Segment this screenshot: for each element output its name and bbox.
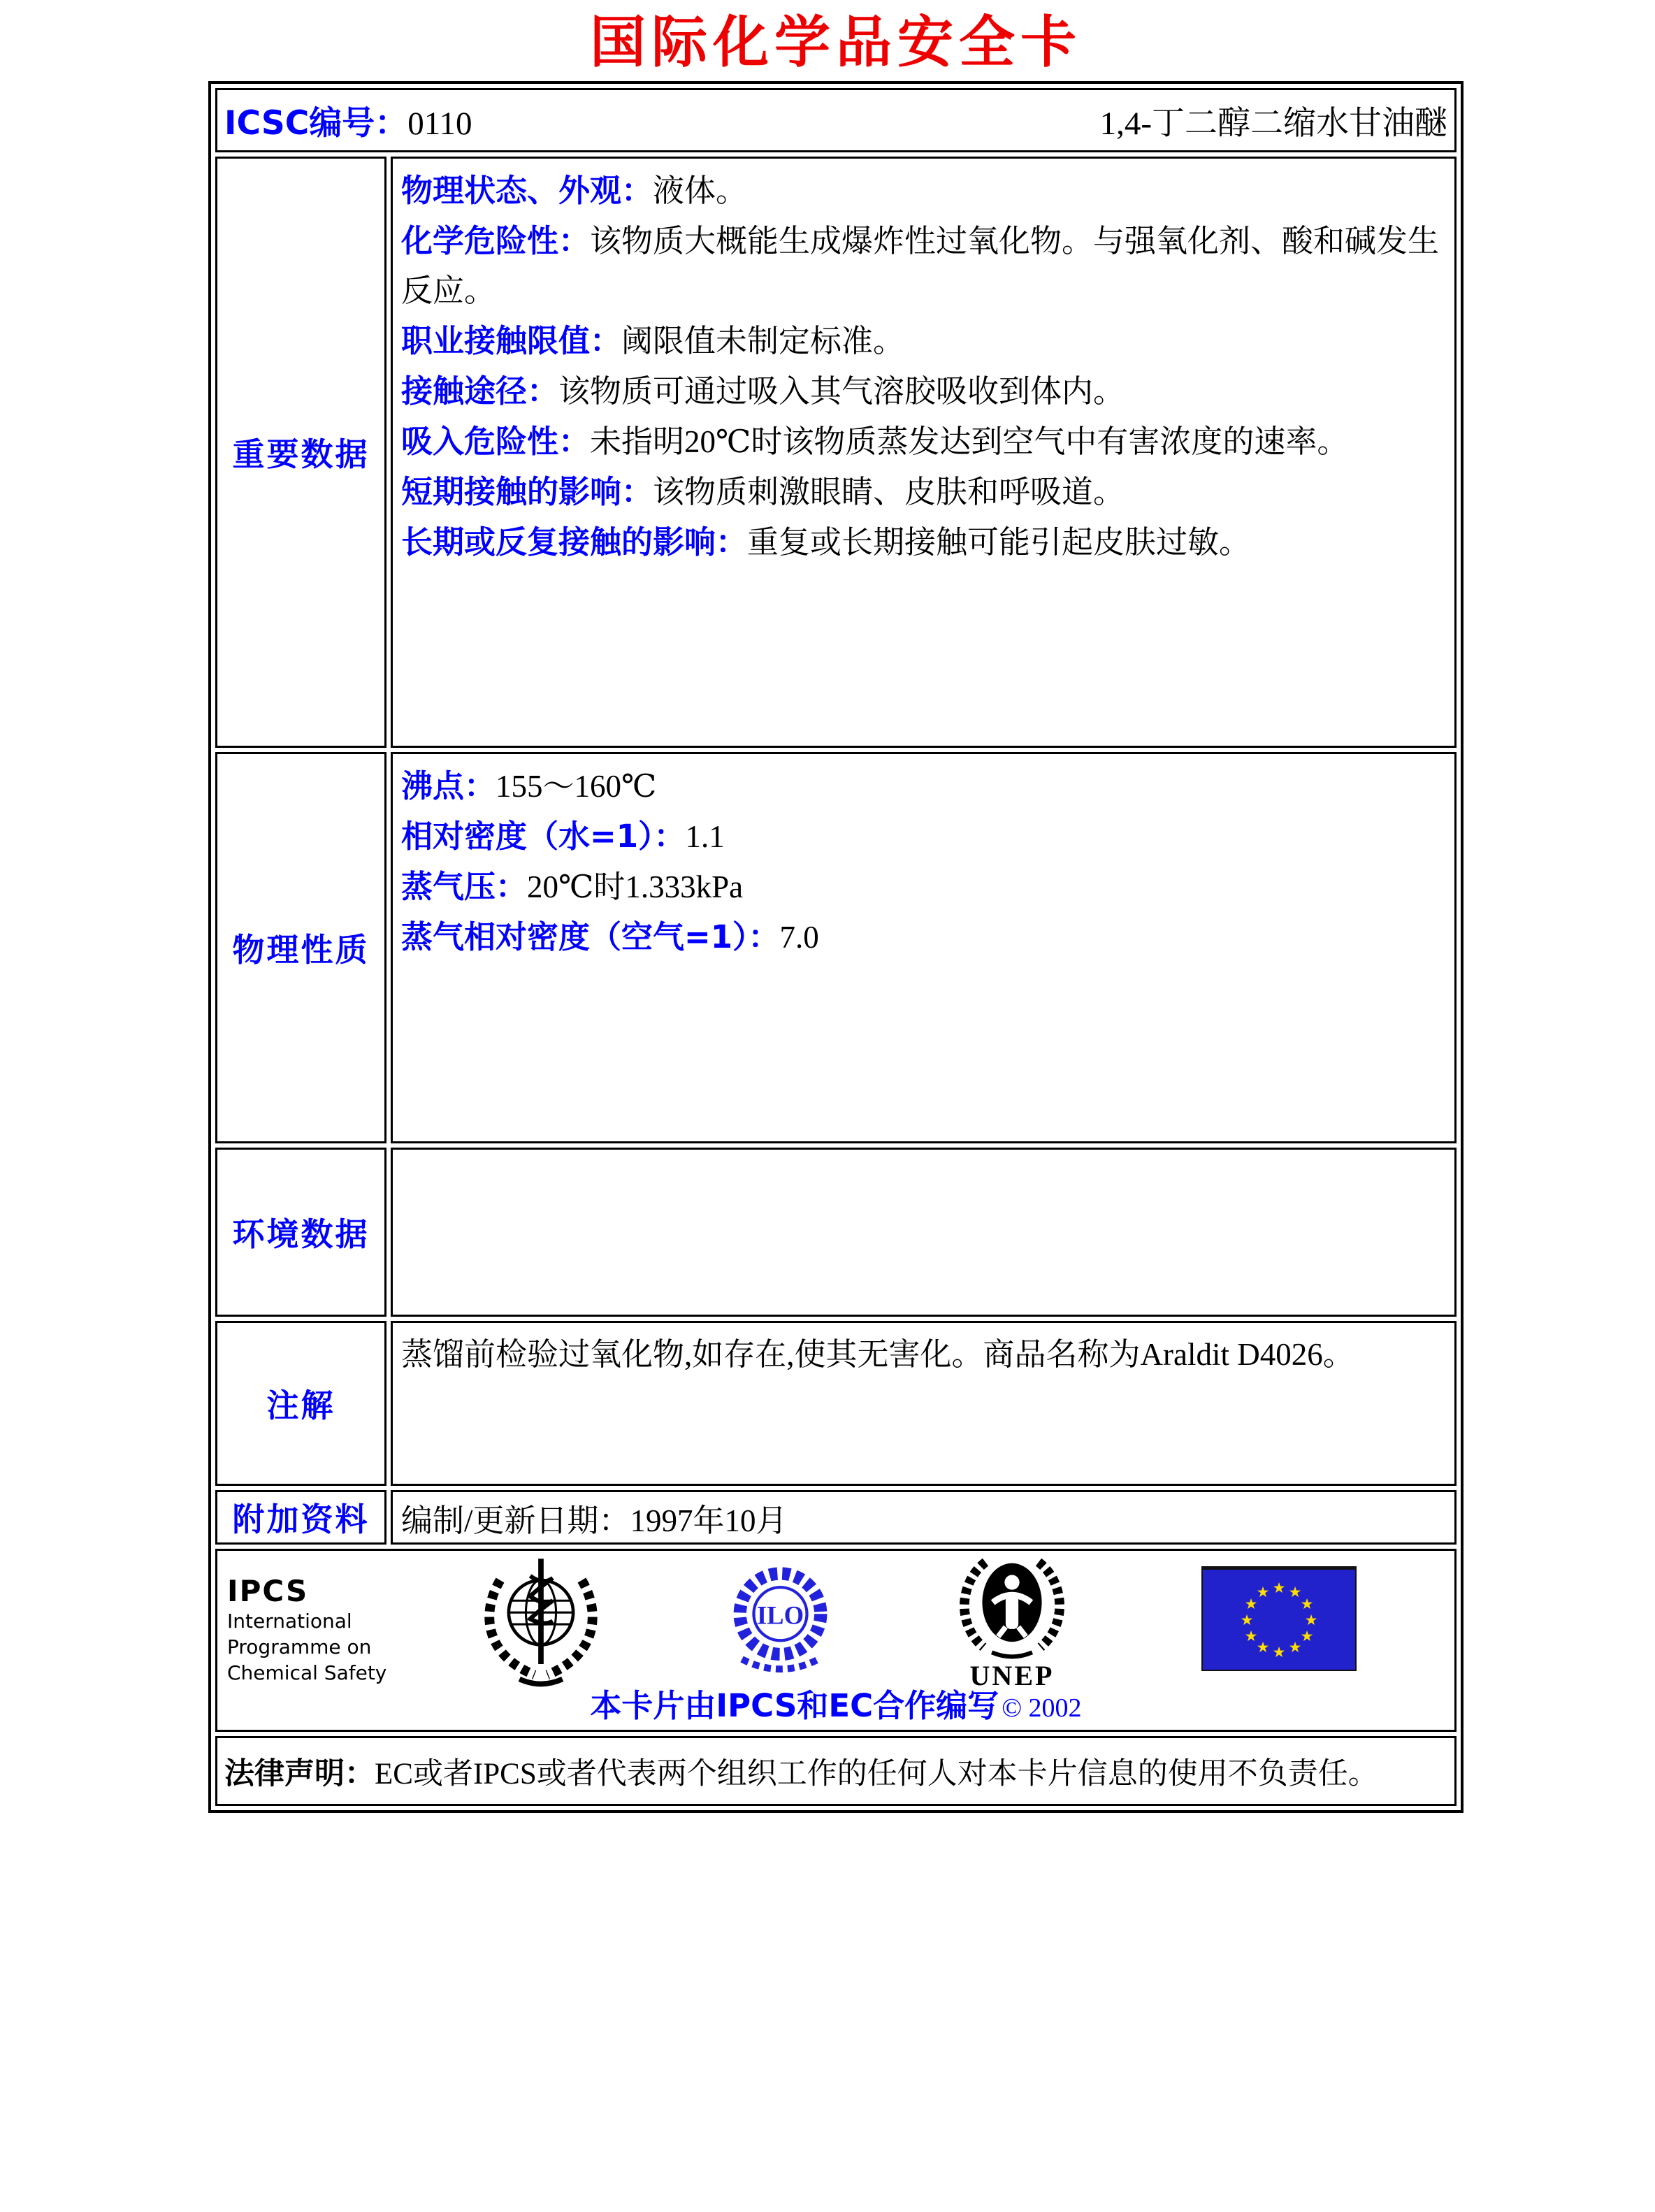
section-environmental-data <box>215 1148 1457 1317</box>
item-text: 阈限值未制定标准。 <box>621 324 905 359</box>
svg-text:★: ★ <box>1288 1639 1302 1656</box>
data-item <box>401 417 1446 467</box>
ipcs-subtitle-line: International <box>227 1610 352 1633</box>
ilo-logo-icon <box>726 1561 834 1686</box>
svg-text:★: ★ <box>1300 1596 1314 1612</box>
item-text: 液体。 <box>653 173 748 208</box>
svg-text:★: ★ <box>1304 1612 1318 1628</box>
item-label: 短期接触的影响： <box>401 473 653 510</box>
unep-word: UNEP <box>969 1660 1055 1691</box>
item-label: 相对密度（水=1）： <box>401 818 686 855</box>
section-notes <box>215 1321 1457 1486</box>
unep-logo-icon <box>953 1554 1071 1692</box>
data-item <box>401 166 1446 216</box>
data-item <box>401 316 1446 366</box>
icsc-number-label: ICSC编号： <box>224 103 408 143</box>
chemical-name: 1,4-丁二醇二缩水甘油醚 <box>1099 105 1447 142</box>
header-row <box>215 88 1457 152</box>
ipcs-subtitle-line: Chemical Safety <box>227 1661 387 1684</box>
legal-row <box>215 1736 1457 1806</box>
who-logo-icon <box>475 1552 607 1696</box>
section-label-physical-properties: 物理性质 <box>215 752 386 1143</box>
svg-text:★: ★ <box>1300 1628 1314 1644</box>
cooperation-caption-text: 本卡片由IPCS和EC合作编写 <box>590 1687 999 1724</box>
page-title: 国际化学品安全卡 <box>590 9 1082 75</box>
cooperation-caption <box>217 1680 1454 1726</box>
footer-logos <box>215 1549 1457 1732</box>
data-item <box>401 216 1446 316</box>
svg-text:★: ★ <box>1272 1644 1286 1661</box>
icsc-number <box>224 97 472 144</box>
item-text: 该物质可通过吸入其气溶胶吸收到体内。 <box>558 374 1125 409</box>
item-text: 1.1 <box>685 819 725 854</box>
svg-text:★: ★ <box>1244 1596 1258 1612</box>
section-content-physical-properties <box>391 752 1457 1143</box>
data-item <box>401 912 1446 962</box>
ilo-letters: ILO <box>756 1600 804 1630</box>
section-label-environmental-data: 环境数据 <box>215 1148 386 1317</box>
section-additional-info <box>215 1490 1457 1545</box>
item-label: 接触途径： <box>401 373 559 410</box>
svg-text:★: ★ <box>1256 1639 1270 1656</box>
svg-text:★: ★ <box>1244 1628 1258 1644</box>
item-text: 7.0 <box>779 920 819 955</box>
legal-notice <box>215 1736 1457 1806</box>
ipcs-text-block <box>227 1575 386 1686</box>
item-text: 20℃时1.333kPa <box>527 869 744 904</box>
section-label-additional-info: 附加资料 <box>215 1490 386 1545</box>
data-item <box>401 517 1446 568</box>
data-item <box>401 862 1446 912</box>
item-text: 该物质刺激眼睛、皮肤和呼吸道。 <box>653 475 1125 509</box>
icsc-card <box>208 81 1464 1813</box>
note-text: 蒸馏前检验过氧化物,如存在,使其无害化。商品名称为Araldit D4026。 <box>401 1337 1354 1372</box>
section-content-notes <box>391 1321 1457 1486</box>
item-label: 吸入危险性： <box>401 423 591 460</box>
svg-text:★: ★ <box>1256 1584 1270 1600</box>
data-item <box>401 467 1446 517</box>
item-label: 沸点： <box>401 767 496 804</box>
icsc-document <box>208 8 1464 1813</box>
item-text: 155～160℃ <box>496 769 657 804</box>
item-text: 重复或长期接触可能引起皮肤过敏。 <box>747 525 1251 560</box>
item-label: 蒸气相对密度（空气=1）： <box>401 918 780 955</box>
data-item <box>401 366 1446 417</box>
item-text: 该物质大概能生成爆炸性过氧化物。与强氧化剂、酸和碱发生反应。 <box>401 224 1440 308</box>
header-cell <box>215 88 1457 152</box>
section-content-environmental-data <box>391 1148 1457 1317</box>
svg-text:★: ★ <box>1272 1580 1286 1596</box>
section-important-data <box>215 157 1457 748</box>
section-label-notes: 注解 <box>215 1321 386 1486</box>
section-physical-properties <box>215 752 1457 1143</box>
svg-text:★: ★ <box>1288 1584 1302 1600</box>
item-text: 未指明20℃时该物质蒸发达到空气中有害浓度的速率。 <box>590 424 1349 459</box>
icsc-number-value: 0110 <box>407 105 472 142</box>
section-label-important-data: 重要数据 <box>215 157 386 748</box>
ipcs-title: IPCS <box>227 1574 309 1608</box>
legal-notice-text: EC或者IPCS或者代表两个组织工作的任何人对本卡片信息的使用不负责任。 <box>375 1757 1378 1791</box>
item-label: 蒸气压： <box>401 868 528 905</box>
item-label: 长期或反复接触的影响： <box>401 523 748 561</box>
eu-flag-icon <box>1201 1566 1357 1675</box>
ipcs-subtitle-line: Programme on <box>227 1635 372 1658</box>
item-label: 物理状态、外观： <box>401 172 653 209</box>
section-content-important-data <box>391 157 1457 748</box>
update-date-text: 编制/更新日期：1997年10月 <box>401 1503 788 1538</box>
footer-logos-row <box>215 1549 1457 1732</box>
section-content-additional-info <box>391 1490 1457 1545</box>
legal-notice-label: 法律声明： <box>224 1756 375 1791</box>
item-label: 职业接触限值： <box>401 322 622 359</box>
copyright-text: © 2002 <box>1002 1693 1082 1723</box>
item-label: 化学危险性： <box>401 222 591 259</box>
data-item <box>401 761 1446 811</box>
svg-text:★: ★ <box>1240 1612 1254 1628</box>
data-item <box>401 811 1446 862</box>
